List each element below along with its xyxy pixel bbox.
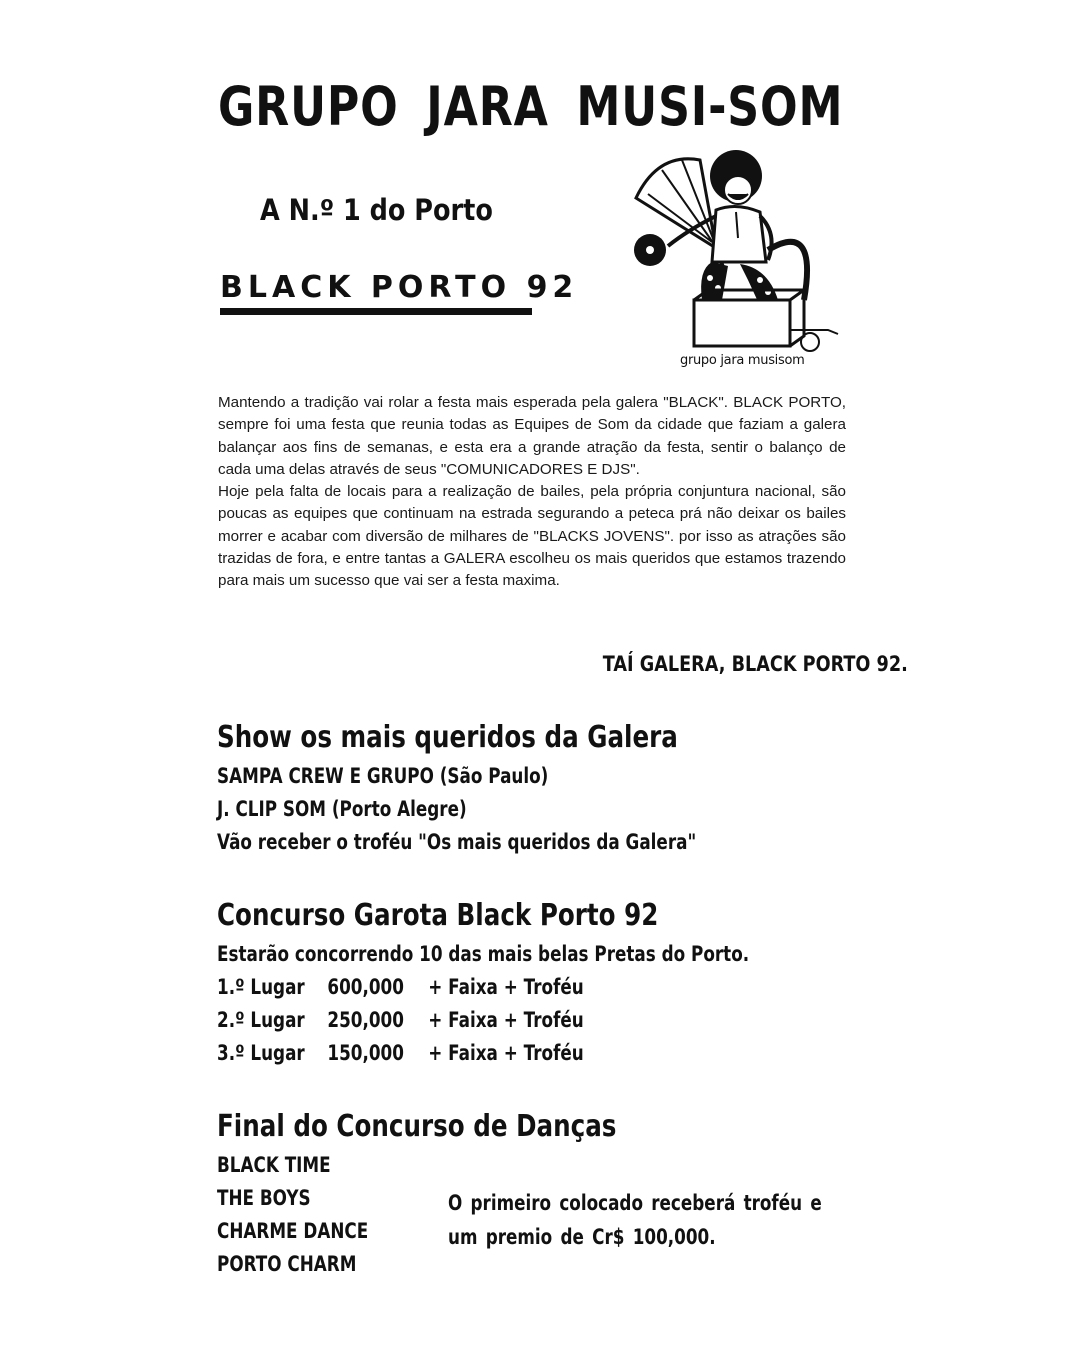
dance-group: PORTO CHARM bbox=[217, 1252, 357, 1276]
gramophone-dj-icon bbox=[628, 150, 853, 375]
prize-amount: 250,000 bbox=[327, 1008, 404, 1032]
signoff: TAÍ GALERA, BLACK PORTO 92. bbox=[602, 652, 908, 676]
section-heading: Concurso Garota Black Porto 92 bbox=[217, 898, 659, 933]
intro-paragraph: Hoje pela falta de locais para a realização de bailes, pela própria conjuntura nacional, são poucas as equipes que continuam na estrada segurando a peteca prá não deixar os bailes morrer e acabar com diversão de milhares de "BLACKS JOVENS". por isso as atrações são trazidas de fora, e entre tantas a GALERA escolheu os mais queridos que estamos trazendo para mais um sucesso que vai ser a festa maxima. bbox=[218, 483, 846, 590]
intro-text bbox=[218, 392, 846, 593]
prize-amount: 150,000 bbox=[327, 1041, 404, 1065]
dance-group: CHARME DANCE bbox=[217, 1219, 369, 1243]
prize-place: 3.º Lugar bbox=[217, 1041, 305, 1065]
logo-caption: grupo jara musisom bbox=[680, 353, 805, 368]
section-show bbox=[217, 716, 816, 859]
prize-place: 1.º Lugar bbox=[217, 975, 305, 999]
prize-extra: + Faixa + Troféu bbox=[428, 1041, 584, 1065]
prize-extra: + Faixa + Troféu bbox=[428, 1008, 584, 1032]
intro-paragraph: Mantendo a tradição vai rolar a festa mais esperada pela galera "BLACK". BLACK PORTO, sempre foi uma festa que reunia todas as Equipes de Som da cidade que faziam a galera balançar aos fins de semanas, e esta era a grande atração da festa, sentir o balanço de cada uma delas através de seus "COMUNICADORES E DJS". bbox=[218, 394, 846, 478]
prize-row bbox=[217, 1004, 749, 1037]
prize-row bbox=[217, 971, 749, 1004]
dance-group: THE BOYS bbox=[217, 1186, 311, 1210]
contest-intro: Estarão concorrendo 10 das mais belas Pretas do Porto. bbox=[217, 942, 750, 966]
section-heading: Final do Concurso de Danças bbox=[217, 1109, 617, 1144]
page-title: GRUPO JARA MUSI-SOM bbox=[218, 75, 844, 138]
event-title: BLACK PORTO 92 bbox=[220, 270, 579, 305]
section-heading: Show os mais queridos da Galera bbox=[217, 720, 678, 755]
event-title-underline bbox=[220, 308, 532, 315]
show-line: SAMPA CREW E GRUPO (São Paulo) bbox=[217, 764, 549, 788]
subtitle: A N.º 1 do Porto bbox=[260, 193, 493, 227]
prize-place: 2.º Lugar bbox=[217, 1008, 305, 1032]
prize-row bbox=[217, 1037, 749, 1070]
show-line: J. CLIP SOM (Porto Alegre) bbox=[217, 797, 467, 821]
prize-amount: 600,000 bbox=[327, 975, 404, 999]
section-contest bbox=[217, 894, 882, 1070]
dance-group: BLACK TIME bbox=[217, 1153, 331, 1177]
dance-prize-note: O primeiro colocado receberá troféu e um premio de Cr$ 100,000. bbox=[448, 1191, 822, 1249]
show-line: Vão receber o troféu "Os mais queridos da Galera" bbox=[217, 830, 697, 854]
prize-extra: + Faixa + Troféu bbox=[428, 975, 584, 999]
